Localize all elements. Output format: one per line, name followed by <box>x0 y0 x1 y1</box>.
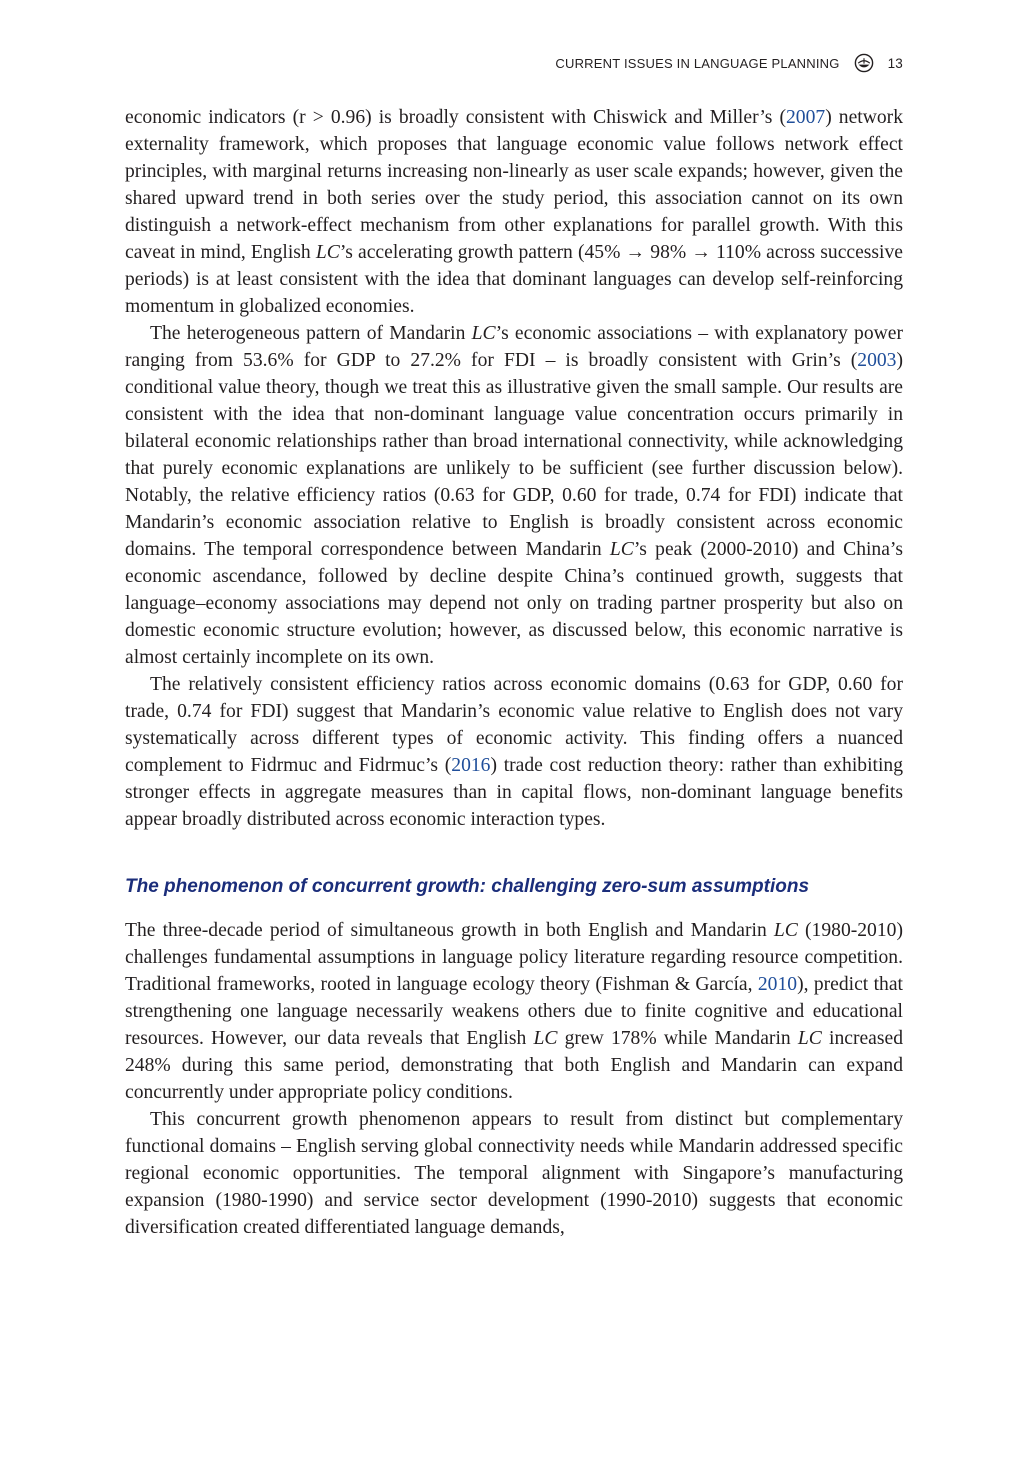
citation-link[interactable]: 2003 <box>857 350 897 371</box>
lc-term: LC <box>315 242 340 263</box>
paragraph-1 <box>125 104 903 320</box>
lc-term: LC <box>533 1028 558 1049</box>
text-run: economic indicators (r > 0.96) is broadly consistent with Chiswick and Miller’s ( <box>125 107 786 128</box>
text-run: ) network externality framework, which proposes that language economic value follows network effect principles, with marginal returns increasing non-linearly as user scale expands; however, given the shared upward trend in both series over the study period, this association cannot on its own distinguish a network-effect mechanism from other explanations for parallel growth. With this caveat in mind, English <box>125 107 903 263</box>
lc-term: LC <box>797 1028 822 1049</box>
text-run: The relatively consistent efficiency ratios across economic domains (0.63 for GDP, 0.60 for trade, 0.74 for FDI) suggest that Mandarin’s economic value relative to English does not vary systematically across different types of economic activity. This finding offers a nuanced complement to Fidrmuc and Fidrmuc’s ( <box>125 674 903 776</box>
article-body <box>125 104 903 1241</box>
text-run: ’s accelerating growth pattern (45% → 98% → 110% across successive periods) is at least consistent with the idea that dominant languages can develop self-reinforcing momentum in globalized economies. <box>125 242 903 317</box>
text-run: grew 178% while Mandarin <box>557 1028 798 1049</box>
journal-title: CURRENT ISSUES IN LANGUAGE PLANNING <box>555 55 840 71</box>
paragraph-2 <box>125 320 903 671</box>
citation-link[interactable]: 2016 <box>451 755 491 776</box>
text-run: ) conditional value theory, though we treat this as illustrative given the small sample. Our results are consistent with the idea that non-dominant language value concentration occurs primarily in bilateral economic relationships rather than broad international connectivity, while acknowledging that purely economic explanations are unlikely to be sufficient (see further discussion below). Notably, the relative efficiency ratios (0.63 for GDP, 0.60 for trade, 0.74 for FDI) indicate that Mandarin’s economic association relative to English is broadly consistent across economic domains. The temporal correspondence between Mandarin <box>125 350 903 560</box>
section-heading: The phenomenon of concurrent growth: challenging zero-sum assumptions <box>125 876 810 897</box>
publisher-logo-icon <box>854 53 874 73</box>
text-run: The heterogeneous pattern of Mandarin <box>150 323 472 344</box>
page-number: 13 <box>887 55 903 71</box>
text-run: The three-decade period of simultaneous growth in both English and Mandarin <box>125 920 774 941</box>
text-run: ’s peak (2000-2010) and China’s economic ascendance, followed by decline despite China’s continued growth, suggests that language–economy associations may depend not only on trading partner prosperity but also on domestic economic structure evolution; however, as discussed below, this economic narrative is almost certainly incomplete on its own. <box>125 539 903 668</box>
text-run: increased 248% during this same period, demonstrating that both English and Mandarin can expand concurrently under appropriate policy conditions. <box>125 1028 903 1103</box>
running-head <box>125 52 903 74</box>
paragraph-4 <box>125 917 903 1106</box>
text-run: (1980-2010) challenges fundamental assumptions in language policy literature regarding resource competition. Traditional frameworks, rooted in language ecology theory (Fishman & García, <box>125 920 903 995</box>
text-run: ), predict that strengthening one language necessarily weakens others due to finite cognitive and educational resources. However, our data reveals that English <box>125 974 903 1049</box>
text-run: ) trade cost reduction theory: rather than exhibiting stronger effects in aggregate measures than in capital flows, non-dominant language benefits appear broadly distributed across economic interaction types. <box>125 755 903 830</box>
text-run: ’s economic associations – with explanatory power ranging from 53.6% for GDP to 27.2% for FDI – is broadly consistent with Grin’s ( <box>125 323 903 371</box>
text-run: This concurrent growth phenomenon appears to result from distinct but complementary functional domains – English serving global connectivity needs while Mandarin addressed specific regional economic opportunities. The temporal alignment with Singapore’s manufacturing expansion (1980-1990) and service sector development (1990-2010) suggests that economic diversification created differentiated language demands, <box>125 1109 903 1238</box>
citation-link[interactable]: 2010 <box>757 974 798 995</box>
citation-link[interactable]: 2007 <box>786 107 826 128</box>
lc-term: LC <box>773 920 798 941</box>
paragraph-3 <box>125 671 903 833</box>
paragraph-5 <box>125 1106 903 1241</box>
lc-term: LC <box>609 539 634 560</box>
lc-term: LC <box>471 323 496 344</box>
